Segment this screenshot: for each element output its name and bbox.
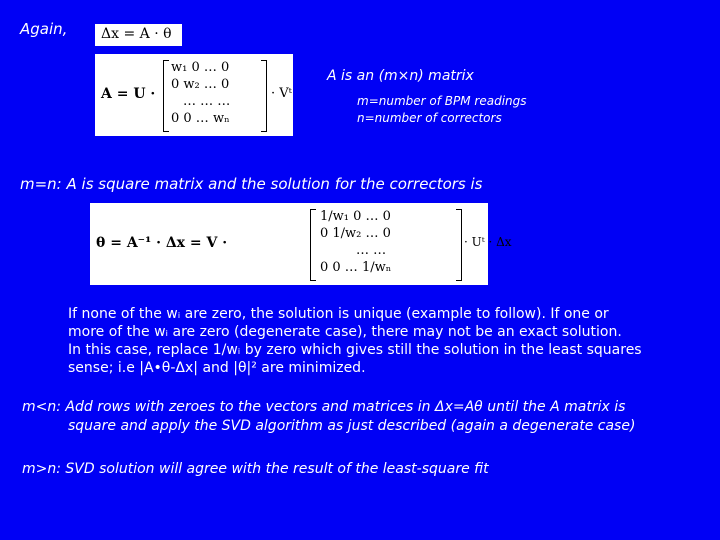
svd-right-bracket	[261, 60, 267, 132]
solution-rhs: · Uᵗ · Δx	[464, 235, 512, 249]
intro-label: Again,	[20, 20, 68, 38]
svd-rhs: · Vᵗ	[271, 86, 292, 101]
explanation-paragraph	[68, 305, 642, 377]
matrix-note-title: A is an (m×n) matrix	[327, 68, 474, 84]
svd-row: 0 w₂ … 0	[171, 77, 230, 92]
svd-left-bracket	[163, 60, 169, 132]
explanation-line: more of the wᵢ are zero (degenerate case), there may not be an exact solution.	[68, 324, 622, 340]
svd-row: 0 0 … wₙ	[171, 111, 230, 126]
solution-row: 0 0 … 1/wₙ	[320, 260, 392, 275]
solution-row: 0 1/w₂ … 0	[320, 226, 391, 241]
svd-box	[95, 54, 293, 136]
equation-box	[95, 24, 182, 46]
equation-text: Δx = A · θ	[101, 26, 172, 42]
solution-row: 1/w₁ 0 … 0	[320, 209, 391, 224]
solution-row: … …	[356, 243, 387, 258]
explanation-line: sense; i.e |A•θ-Δx| and |θ|² are minimized.	[68, 360, 366, 376]
solution-lhs: θ = A⁻¹ · Δx = V ·	[96, 235, 228, 251]
svd-row: w₁ 0 … 0	[171, 60, 230, 75]
solution-left-bracket	[310, 209, 316, 281]
explanation-line: If none of the wᵢ are zero, the solution is unique (example to follow). If one or	[68, 306, 609, 322]
case-overdetermined-label: m>n: SVD solution will agree with the result of the least-square fit	[22, 461, 489, 477]
case-underdetermined-line-1: m<n: Add rows with zeroes to the vectors and matrices in Δx=Aθ until the A matrix is	[22, 399, 626, 415]
svd-lhs: A = U ·	[101, 86, 156, 102]
solution-right-bracket	[456, 209, 462, 281]
svd-row: … … …	[183, 94, 231, 109]
matrix-note-n: n=number of correctors	[357, 111, 502, 125]
case-square-label: m=n: A is square matrix and the solution for the correctors is	[20, 175, 483, 193]
solution-box	[90, 203, 512, 285]
case-underdetermined-line-2: square and apply the SVD algorithm as just described (again a degenerate case)	[68, 418, 636, 434]
matrix-note-m: m=number of BPM readings	[357, 94, 527, 108]
explanation-line: In this case, replace 1/wᵢ by zero which gives still the solution in the least squares	[68, 342, 642, 358]
